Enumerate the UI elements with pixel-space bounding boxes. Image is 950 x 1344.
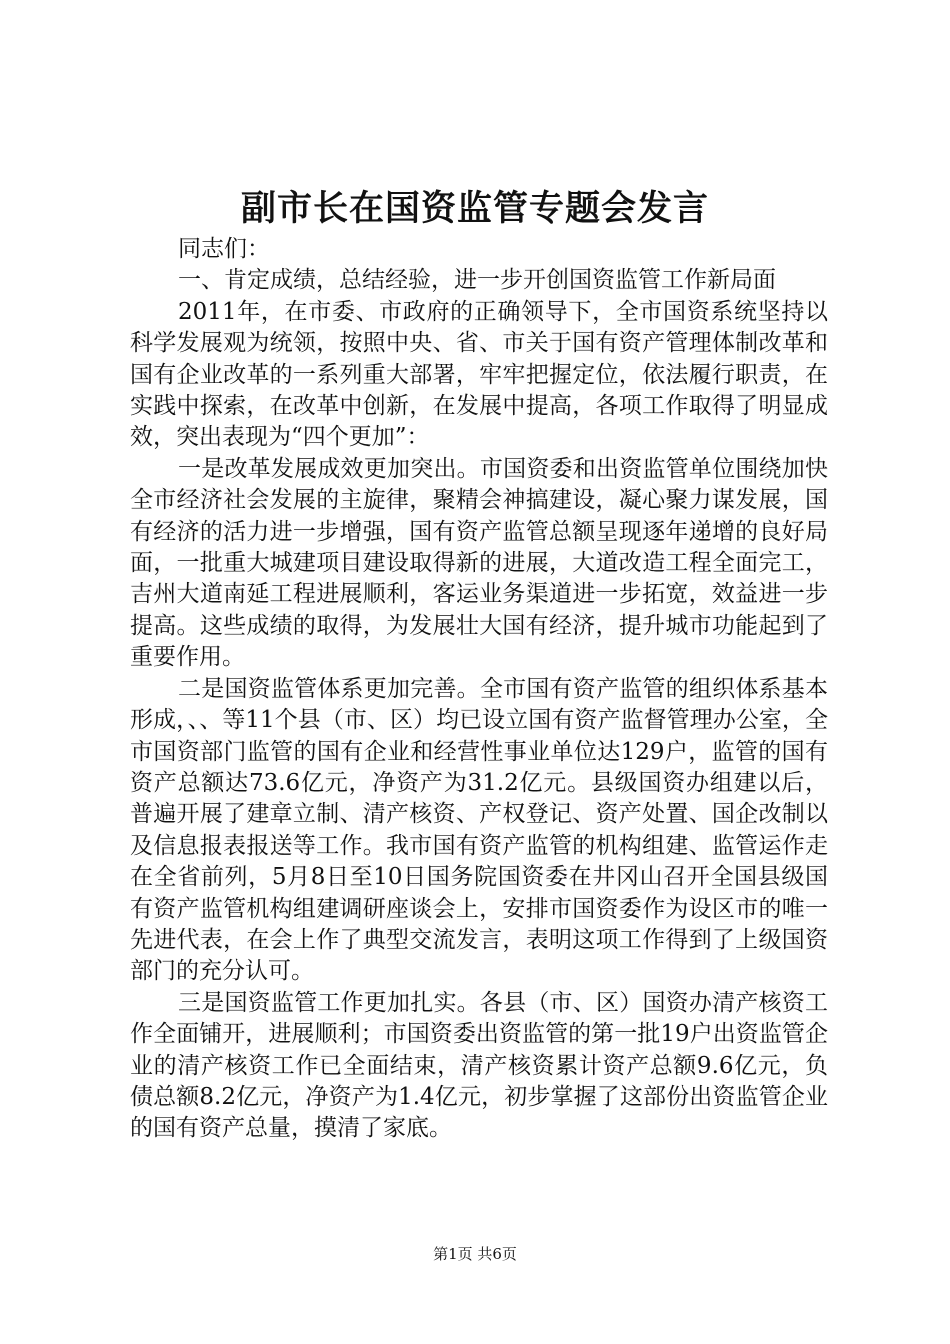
paragraph-point-2: 二是国资监管体系更加完善。全市国有资产监管的组织体系基本形成，、、等11个县（市、区）均已设立国有资产监督管理办公室，全市国资部门监管的国有企业和经营性事业单位达129户，监管的国有资产总额达73.6亿元，净资产为31.2亿元。县级国资办组建以后，普遍开展了建章立制、清产核资、产权登记、资产处置、国企改制以及信息报表报送等工作。我市国有资产监管的机构组建、监管运作走在全省前列，5月8日至10日国务院国资委在井冈山召开全国县级国有资产监管机构组建调研座谈会上，安排市国资委作为设区市的唯一先进代表，在会上作了典型交流发言，表明这项工作得到了上级国资部门的充分认可。 bbox=[130, 675, 828, 985]
paragraph-point-1: 一是改革发展成效更加突出。市国资委和出资监管单位围绕加快全市经济社会发展的主旋律，聚精会神搞建设，凝心聚力谋发展，国有经济的活力进一步增强，国有资产监管总额呈现逐年递增的良好局面，一批重大城建项目建设取得新的进展，大道改造工程全面完工，吉州大道南延工程进展顺利，客运业务渠道进一步拓宽，效益进一步提高。这些成绩的取得，为发展壮大国有经济，提升城市功能起到了重要作用。 bbox=[130, 455, 828, 671]
document-body bbox=[130, 234, 828, 1145]
paragraph-intro: 2011年，在市委、市政府的正确领导下，全市国资系统坚持以科学发展观为统领，按照中央、省、市关于国有资产管理体制改革和国有企业改革的一系列重大部署，牢牢把握定位，依法履行职责，在实践中探索，在改革中创新，在发展中提高，各项工作取得了明显成效，突出表现为“四个更加”： bbox=[130, 298, 828, 451]
paragraph-point-3: 三是国资监管工作更加扎实。各县（市、区）国资办清产核资工作全面铺开，进展顺利；市国资委出资监管的第一批19户出资监管企业的清产核资工作已全面结束，清产核资累计资产总额9.6亿元，负债总额8.2亿元，净资产为1.4亿元，初步掌握了这部份出资监管企业的国有资产总量，摸清了家底。 bbox=[130, 989, 828, 1142]
document-title: 副市长在国资监管专题会发言 bbox=[240, 188, 709, 229]
paragraph-heading-1: 一、肯定成绩，总结经验，进一步开创国资监管工作新局面 bbox=[178, 267, 776, 294]
page-number-footer: 第1页 共6页 bbox=[433, 1245, 517, 1263]
greeting: 同志们： bbox=[178, 236, 270, 262]
